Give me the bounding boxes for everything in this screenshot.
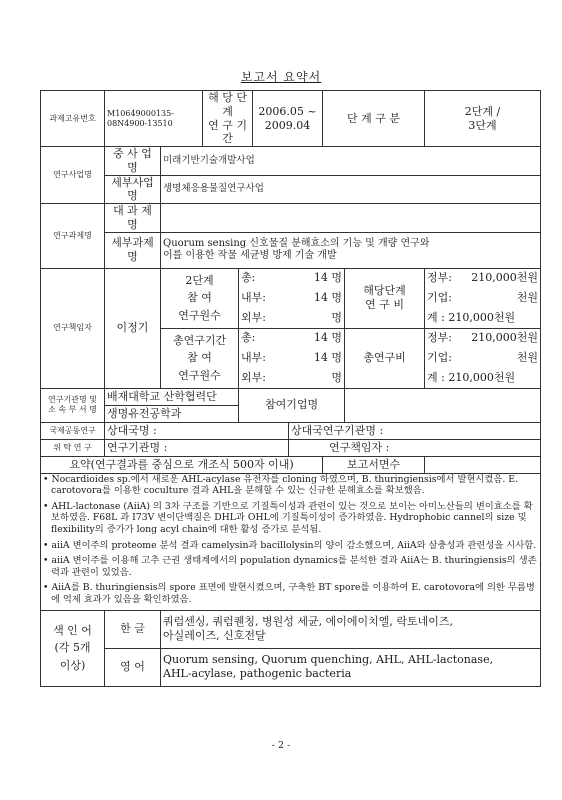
intl-country-inst: 상대국연구기관명 :	[289, 422, 541, 439]
institution-label-line-1: 연구기관명 및	[48, 395, 97, 404]
stage-inner-label: 내부:	[239, 288, 289, 308]
stage-gov-fund	[425, 268, 541, 288]
gov-value: 210,000천원	[471, 271, 539, 285]
stage-inner-value: 14 명	[289, 288, 345, 308]
report-pages-value	[425, 456, 541, 473]
summary-bullet-5: • AiiA를 B. thuringiensis의 spore 표면에 발현시켰으며, 구축한 BT spore를 이용하여 E. carotovora에 의한 무름병에 억제 효과가 있음을 확인하였음.	[43, 582, 535, 605]
researcher-name: 이정기	[105, 268, 161, 388]
total-members-line-3: 연구원수	[178, 368, 221, 382]
stage-fund-label	[345, 268, 425, 328]
big-task-label: 대 과 제 명	[105, 204, 161, 233]
institution-label-line-2: 소 속 부 서 명	[48, 405, 97, 414]
sum-value: : 210,000천원	[441, 310, 516, 324]
consign-inst: 연구기관명 :	[105, 439, 289, 456]
partner-value	[345, 388, 541, 422]
total-sum-fund	[425, 368, 541, 388]
partner-label: 참여기업명	[239, 388, 345, 422]
t-sum-label: 계	[427, 370, 438, 384]
corp-value: 천원	[516, 291, 539, 305]
intl-country: 상대국명 :	[105, 422, 289, 439]
row-task-number	[41, 91, 541, 147]
stage-outer-label: 외부:	[239, 308, 289, 328]
period-line-1: 2006.05 ~	[258, 104, 317, 118]
stage-value	[425, 91, 541, 147]
total-inner-value: 14 명	[289, 348, 345, 368]
keywords-ko-label: 한 글	[105, 610, 161, 648]
sub-project-label: 세부사업명	[105, 175, 161, 204]
t-corp-value: 천원	[516, 351, 539, 365]
stage-line-2: 3단계	[468, 118, 497, 132]
task-label: 연구과제명	[41, 204, 105, 269]
stage-members-line-3: 연구원수	[178, 308, 221, 322]
stage-fund-line-2: 연 구 비	[365, 298, 404, 311]
institution-label	[41, 388, 105, 422]
summary-bullet-3: • aiiA 변이주의 proteome 분석 결과 camelysin과 bacillolysin의 양이 감소했으며, AiiA와 살충성과 관련성을 시사함.	[43, 539, 537, 551]
total-outer-value: 명	[289, 368, 345, 388]
keywords-ko-value	[161, 610, 541, 648]
researcher-label: 연구책임자	[41, 268, 105, 388]
t-corp-label: 기업:	[427, 351, 452, 365]
summary-bullet-1: • Nocardioides sp.에서 새로운 AHL-acylase 유전자를 cloning 하였으며, B. thuringiensis에서 발현시켰음. E. carotovora를 이용한 coculture 결과 AHL을 분해할 수 있는 신규한 분해효소를 확보했음.	[43, 473, 519, 497]
stage-total-value: 14 명	[289, 268, 345, 288]
total-members-label	[161, 328, 239, 388]
total-inner-label: 내부:	[239, 348, 289, 368]
total-corp-fund	[425, 348, 541, 368]
institution-name: 배재대학교 산학협력단	[105, 388, 239, 405]
page-title: 보고서 요약서	[240, 70, 322, 84]
big-task-value	[161, 204, 541, 233]
main-project-label: 중 사 업 명	[105, 147, 161, 176]
stage-members-label	[161, 268, 239, 328]
keywords-label-line-1: 색 인 어	[53, 623, 92, 637]
institution-dept: 생명유전공학과	[105, 405, 239, 422]
stage-outer-value: 명	[289, 308, 345, 328]
total-members-line-2: 참 여	[187, 351, 212, 365]
keywords-en-line-1: Quorum sensing, Quorum quenching, AHL, AHL-lactonase,	[163, 653, 494, 667]
period-label-line-1: 해 당 단 계	[208, 91, 247, 118]
stage-members-line-2: 참 여	[187, 291, 212, 305]
task-number-value	[105, 91, 203, 147]
period-label-line-2: 연 구 기 간	[208, 118, 247, 146]
total-fund-label: 총연구비	[345, 328, 425, 388]
keywords-ko-line-2: 아실레이즈, 신호전달	[163, 629, 266, 643]
stage-members-line-1: 2단계	[185, 274, 214, 288]
keywords-label-line-2: (각 5개	[54, 641, 91, 655]
keywords-en-label: 영 어	[105, 648, 161, 686]
total-total-value: 14 명	[289, 328, 345, 348]
t-gov-value: 210,000천원	[471, 331, 539, 345]
project-label: 연구사업명	[41, 147, 105, 204]
detail-task-label: 세부과제명	[105, 232, 161, 268]
stage-total-label: 총:	[239, 268, 289, 288]
page-number: - 2 -	[271, 740, 291, 751]
consign-lead: 연구책임자 :	[289, 439, 541, 456]
sum-label: 계	[427, 310, 438, 324]
stage-corp-fund	[425, 288, 541, 308]
summary-form-table	[40, 90, 541, 687]
main-project-value: 미래기반기술개발사업	[161, 147, 541, 176]
report-pages-label: 보고서면수	[323, 456, 425, 473]
period-value	[253, 91, 323, 147]
task-number-line-2: 08N4900-13510	[107, 118, 173, 128]
keywords-label-line-3: 이상)	[59, 658, 86, 672]
detail-task-line-2: 이를 이용한 작물 세균병 방제 기술 개발	[163, 250, 337, 261]
keywords-en-value	[161, 648, 541, 686]
intl-label: 국제공동연구	[41, 422, 105, 439]
summary-header: 요약(연구결과를 중심으로 개조식 500자 이내)	[41, 456, 323, 473]
keywords-en-line-2: AHL-acylase, pathogenic bacteria	[163, 667, 352, 681]
detail-task-value	[161, 232, 541, 268]
total-members-line-1: 총연구기간	[172, 334, 227, 348]
period-label	[203, 91, 253, 147]
task-number-line-1: M10649000135-	[107, 108, 174, 118]
gov-label: 정부:	[427, 271, 452, 285]
total-gov-fund	[425, 328, 541, 348]
summary-body	[41, 473, 541, 610]
detail-task-line-1: Quorum sensing 신호물질 분해효소의 기능 및 개량 연구와	[163, 237, 430, 249]
t-gov-label: 정부:	[427, 331, 452, 345]
keywords-ko-line-1: 쿼럼센싱, 쿼럼퀜칭, 병원성 세균, 에이에이치엘, 락토네이즈,	[163, 615, 453, 629]
period-line-2: 2009.04	[264, 118, 311, 132]
summary-bullet-2: • AHL-lactonase (AiiA) 의 3차 구조를 기반으로 기질특이성과 관련이 있는 것으로 보이는 아미노산들의 변이효소를 확보하였음. F68L 과 I73V 변이단백질은 DHL과 OHL에 기질특이성이 증가하였음. Hydrophobic cannel의 size 및 flexibility의 증가가 long acyl chain에 대한 활성 증가로 분석됨.	[43, 500, 533, 535]
sub-project-value: 생명체응용물질연구사업	[161, 175, 541, 204]
stage-line-1: 2단계 /	[464, 104, 501, 118]
total-outer-label: 외부:	[239, 368, 289, 388]
keywords-label	[41, 610, 105, 686]
stage-label: 단 계 구 분	[323, 91, 425, 147]
consign-label: 위 탁 연 구	[41, 439, 105, 456]
task-number-label: 과제고유번호	[41, 91, 105, 147]
t-sum-value: : 210,000천원	[441, 370, 516, 384]
stage-fund-line-1: 해당단계	[363, 284, 406, 298]
stage-sum-fund	[425, 308, 541, 328]
total-total-label: 총:	[239, 328, 289, 348]
summary-bullet-4: • aiiA 변이주를 이용해 고추 근권 생태계에서의 population dynamics를 분석한 결과 AiiA는 B. thuringiensis의 생존력과 관련이 있었음.	[43, 555, 537, 578]
corp-label: 기업:	[427, 291, 452, 305]
